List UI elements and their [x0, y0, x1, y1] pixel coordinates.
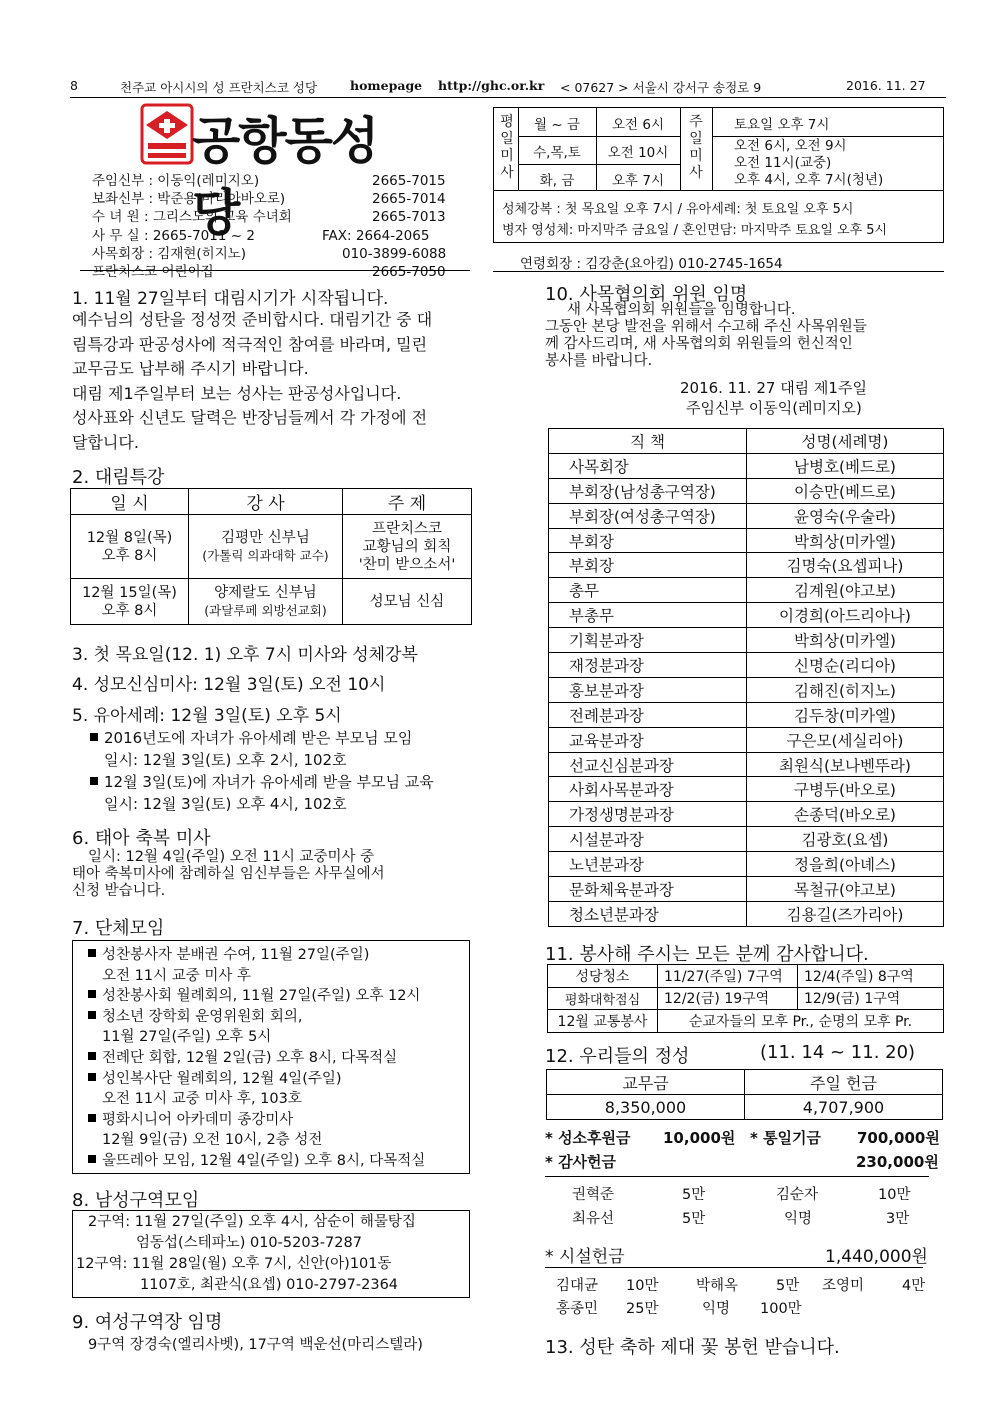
table-row: 평화대학점심 12/2(금) 19구역 12/9(금) 1구역	[548, 987, 944, 1010]
homepage-label: homepage	[350, 78, 423, 93]
funeral-society-contact: 연령회장 : 김강춘(요아킴) 010-2745-1654	[520, 256, 783, 272]
table-row	[549, 553, 944, 578]
staff-row: 사 무 실 : 2665-7011 ~ 2 FAX: 2664-2065	[92, 227, 430, 244]
table-row	[549, 677, 944, 702]
volunteer-table	[547, 964, 944, 1033]
table-header: 일 시	[71, 489, 189, 515]
table-row	[549, 802, 944, 827]
table-header: 강 사	[189, 489, 343, 515]
sacrament-line: 성체강복 : 첫 목요일 오후 7시 / 유아세례: 첫 토요일 오후 5시	[502, 202, 854, 217]
section-5-title: 5. 유아세례: 12월 3일(토) 오후 5시	[72, 706, 342, 726]
list-item: 전례단 회합, 12월 2일(금) 오후 8시, 다목적실	[88, 1048, 425, 1069]
parish-full-name: 천주교 아시시의 성 프란치스코 성당	[120, 80, 318, 95]
council-member-name: 김계원(야고보)	[747, 578, 944, 603]
section-13-title: 13. 성탄 축하 제대 꽃 봉헌 받습니다.	[545, 1337, 840, 1358]
council-position: 전례분과장	[549, 702, 747, 727]
council-member-name: 이승만(베드로)	[747, 478, 944, 503]
table-row: 12월 8일(목) 오후 8시 김평만 신부님 (가톨릭 의과대학 교수) 프란치스코 교황님의 회칙 '찬미 받으소서'	[71, 515, 472, 579]
table-row	[549, 503, 944, 528]
council-position: 교육분과장	[549, 727, 747, 752]
thanks-donors: 권혁준 5만 김순자 10만 최유선 5만 익명 3만	[572, 1187, 911, 1227]
mass-time: 오후 7시	[611, 173, 664, 189]
section-9-body: 9구역 장경숙(엘리사벳), 17구역 백운선(마리스텔라)	[88, 1337, 423, 1353]
section-4-title: 4. 성모신심미사: 12월 3일(토) 오전 10시	[72, 675, 386, 695]
table-row: 12월 15일(목) 오후 8시 양제랄도 신부님 (과달루페 외방선교회) 성모님 신심	[71, 579, 472, 625]
council-position: 부회장	[549, 528, 747, 553]
council-position: 가정생명분과장	[549, 802, 747, 827]
table-row	[549, 727, 944, 752]
list-item: 청소년 장학회 운영위원회 회의,	[88, 1007, 425, 1028]
contact-rule	[493, 271, 944, 272]
council-position: 선교신심분과장	[549, 752, 747, 777]
group-meetings-list: 성찬봉사자 분배권 수여, 11월 27일(주일) 오전 11시 교중 미사 후 성찬봉사회 월례회의, 11월 27일(주일) 오후 12시 청소년 장학회 운영위원회 회의, 11월 27일(주일) 오후 5시 전례단 회합, 12월 2일(금) 오후 8시, 다목적실 성인복사단 월례회의, 12월 4일(주일) 오전 11시 교중 미사 후, 103호 평화시니어 아카데미 종강미사 12월 9일(금) 오전 10시, 2층 성전 울뜨레아 모임, 12월 4일(주일) 오후 8시, 다목적실	[88, 945, 425, 1172]
offering-period: (11. 14 ~ 11. 20)	[760, 1042, 916, 1063]
council-member-name: 신명순(리디아)	[747, 653, 944, 678]
council-position: 노년분과장	[549, 852, 747, 877]
header-rule	[70, 97, 946, 98]
table-row	[549, 852, 944, 877]
sunday-mass-time: 오후 4시, 오후 7시(청년)	[734, 172, 884, 188]
staff-row: 보좌신부 : 박준용(마리아바오로) 2665-7014	[92, 191, 446, 208]
weekday-mass-label: 평일미사	[500, 114, 514, 181]
donation-line-1: * 성소후원금 10,000원 * 통일기금 700,000원	[545, 1129, 940, 1147]
donation-rule	[545, 1176, 929, 1177]
council-position: 부총무	[549, 603, 747, 628]
mass-schedule	[493, 107, 944, 191]
section-6-body: 일시: 12월 4일(주일) 오전 11시 교중미사 중 태아 축복미사에 참례하실 임신부들은 사무실에서 신청 받습니다.	[72, 849, 385, 899]
section-11-title: 11. 봉사해 주시는 모든 분께 감사합니다.	[545, 944, 869, 965]
council-member-name: 김명숙(요셉피나)	[747, 553, 944, 578]
table-header: 교무금	[547, 1070, 745, 1095]
council-position: 시설분과장	[549, 827, 747, 852]
council-member-name: 구병두(바오로)	[747, 777, 944, 802]
mens-zone-body: 2구역: 11월 27일(주일) 오후 4시, 삼순이 해물탕집 엄동섭(스테파노) 010-5203-7287 12구역: 11월 28일(월) 오후 7시, 신안(아)101동 1107호, 최관식(요셉) 010-2797-2364	[76, 1214, 416, 1293]
list-item: 성찬봉사자 분배권 수여, 11월 27일(주일)	[88, 945, 425, 966]
sunday-mass-time: 오전 11시(교중)	[734, 155, 832, 171]
table-row	[549, 478, 944, 503]
section-10-title: 10. 사목협의회 위원 임명	[545, 284, 748, 305]
table-row	[549, 453, 944, 478]
sunday-mass-time: 토요일 오후 7시	[734, 117, 830, 133]
table-row: 8,350,000 4,707,900	[547, 1095, 943, 1120]
parish-logo-text: 공항동성당	[192, 112, 378, 242]
offering-table	[546, 1069, 943, 1120]
list-item: 성인복사단 월례회의, 12월 4일(주일)	[88, 1069, 425, 1090]
council-member-name: 목철규(야고보)	[747, 877, 944, 902]
council-position: 문화체육분과장	[549, 877, 747, 902]
council-position: 사회사목분과장	[549, 777, 747, 802]
facility-rule	[545, 1267, 923, 1268]
mass-days: 월 ~ 금	[534, 117, 580, 133]
table-header: 성명(세례명)	[747, 429, 944, 454]
council-member-name: 손종덕(바오로)	[747, 802, 944, 827]
section-8-title: 8. 남성구역모임	[72, 1190, 200, 1211]
council-position: 부회장(남성총구역장)	[549, 478, 747, 503]
council-position: 사목회장	[549, 453, 747, 478]
table-row	[549, 752, 944, 777]
sunday-mass-time: 오전 6시, 오전 9시	[734, 138, 847, 154]
council-position: 부회장(여성총구역장)	[549, 503, 747, 528]
table-header: 주일 헌금	[745, 1070, 943, 1095]
section-9-title: 9. 여성구역장 임명	[72, 1312, 223, 1333]
council-member-name: 최원식(보나벤뚜라)	[747, 752, 944, 777]
table-row	[549, 653, 944, 678]
section-2-title: 2. 대림특강	[72, 467, 165, 488]
table-header: 주 제	[343, 489, 472, 515]
homepage-link[interactable]: http://ghc.or.kr	[438, 78, 545, 93]
advent-lecture-table	[70, 488, 472, 625]
staff-row: 주임신부 : 이동익(레미지오) 2665-7015	[92, 173, 446, 189]
page-number: 8	[70, 78, 78, 93]
table-row: 12월 교통봉사 순교자들의 모후 Pr., 순명의 모후 Pr.	[548, 1010, 944, 1033]
table-row	[549, 578, 944, 603]
mass-time: 오전 10시	[607, 145, 669, 161]
council-member-name: 김용길(즈가리아)	[747, 901, 944, 926]
mass-time: 오전 6시	[611, 117, 664, 133]
council-position: 재정분과장	[549, 653, 747, 678]
table-row	[549, 528, 944, 553]
council-member-name: 김두창(미카엘)	[747, 702, 944, 727]
list-item: 성찬봉사회 월례회의, 11월 27일(주일) 오후 12시	[88, 986, 425, 1007]
council-member-name: 구은모(세실리아)	[747, 727, 944, 752]
section-6-title: 6. 태아 축복 미사	[72, 828, 211, 849]
list-item: 평화시니어 아카데미 종강미사	[88, 1110, 425, 1131]
section-10-body: 새 사목협의회 위원들을 임명합니다. 그동안 본당 발전을 위해서 수고해 주신 사목위원들 께 감사드리며, 새 사목협의회 위원들의 헌신적인 봉사를 바랍니다.	[545, 302, 867, 369]
section-1-body: 예수님의 성탄을 정성껏 준비합시다. 대림기간 중 대 림특강과 판공성사에 적극적인 참여를 바라며, 밀린 교무금도 납부해 주시기 바랍니다. 대림 제1주일부터 보는 성사는 판공성사입니다. 성사표와 신년도 달력은 반장님들께서 각 가정에 전 달합니다.	[72, 310, 433, 452]
table-row	[549, 877, 944, 902]
council-member-name: 박희상(미카엘)	[747, 628, 944, 653]
facility-donors: 김대균 10만 박해옥 5만 조영미 4만 홍종민 25만 익명 100만	[556, 1278, 926, 1317]
section-12-title: 12. 우리들의 정성	[545, 1046, 690, 1067]
table-row	[549, 901, 944, 926]
council-member-name: 남병호(베드로)	[747, 453, 944, 478]
table-row	[549, 628, 944, 653]
table-header: 직 책	[549, 429, 747, 454]
issue-date: 2016. 11. 27	[846, 78, 926, 93]
header-bar	[70, 78, 950, 98]
pastoral-council-table	[548, 428, 944, 927]
table-row: 성당청소 11/27(주일) 7구역 12/4(주일) 8구역	[548, 965, 944, 988]
council-position: 홍보분과장	[549, 677, 747, 702]
mass-days: 화, 금	[539, 173, 575, 189]
section-10-signature: 2016. 11. 27 대림 제1주일 주임신부 이동익(레미지오)	[680, 379, 867, 417]
council-position: 기획분과장	[549, 628, 747, 653]
staff-row: 프란치스코 어린이집 2665-7050	[92, 263, 446, 280]
sacrament-line: 병자 영성체: 마지막주 금요일 / 혼인면담: 마지막주 토요일 오후 5시	[502, 223, 888, 238]
council-member-name: 박희상(미카엘)	[747, 528, 944, 553]
mass-days: 수,목,토	[533, 145, 581, 161]
donation-line-2: * 감사헌금 230,000원	[545, 1153, 939, 1171]
sacrament-schedule	[493, 191, 944, 243]
staff-row: 사목회장 : 김재현(히지노) 010-3899-6088	[92, 245, 447, 262]
table-row	[549, 827, 944, 852]
council-member-name: 이경희(아드리아나)	[747, 603, 944, 628]
section-1-title: 1. 11월 27일부터 대림시기가 시작됩니다.	[72, 289, 389, 309]
section-3-title: 3. 첫 목요일(12. 1) 오후 7시 미사와 성체강복	[72, 645, 418, 665]
staff-list	[92, 172, 452, 281]
council-position: 청소년분과장	[549, 901, 747, 926]
address: < 07627 > 서울시 강서구 송정로 9	[560, 80, 762, 95]
council-member-name: 김해진(히지노)	[747, 677, 944, 702]
list-item: 울뜨레아 모임, 12월 4일(주일) 오후 8시, 다목적실	[88, 1151, 425, 1172]
sunday-mass-label: 주일미사	[689, 114, 703, 181]
council-member-name: 윤영숙(우술라)	[747, 503, 944, 528]
council-position: 총무	[549, 578, 747, 603]
council-member-name: 김광호(요셉)	[747, 827, 944, 852]
council-position: 부회장	[549, 553, 747, 578]
section-5-bullets: 2016년도에 자녀가 유아세례 받은 부모님 모임 일시: 12월 3일(토) 오후 2시, 102호 12월 3일(토)에 자녀가 유아세례 받을 부모님 교육 일시: 12월 3일(토) 오후 4시, 102호	[90, 727, 434, 815]
staff-row: 수 녀 원 : 그리스도의 교육 수녀회 2665-7013	[92, 209, 446, 226]
staff-rule	[80, 270, 470, 271]
section-7-title: 7. 단체모임	[72, 918, 165, 939]
church-logo-icon	[140, 103, 194, 165]
facility-donation-line: * 시설헌금 1,440,000원	[545, 1247, 928, 1267]
table-row	[549, 702, 944, 727]
table-row	[549, 777, 944, 802]
council-member-name: 정을희(아녜스)	[747, 852, 944, 877]
table-row	[549, 603, 944, 628]
